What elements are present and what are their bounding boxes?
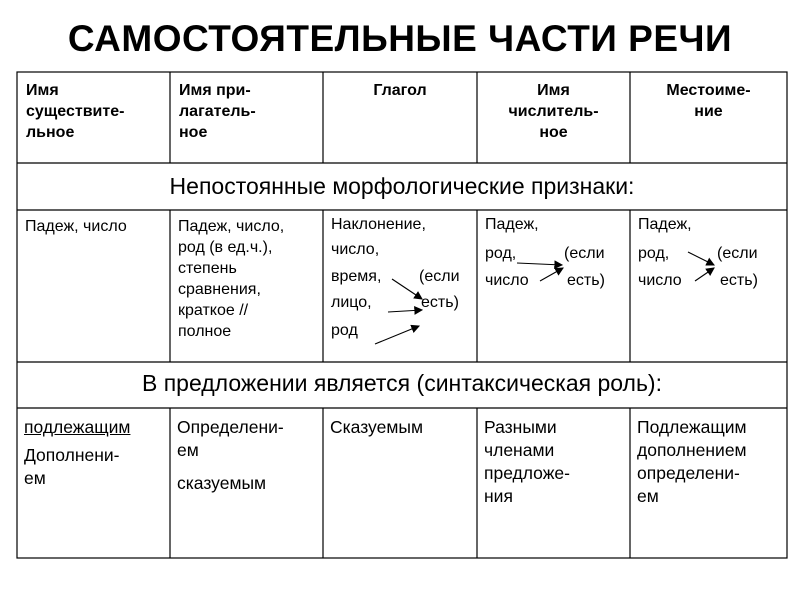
role-noun-object: Дополнени- ем — [24, 445, 120, 488]
pronoun-chislo: число — [638, 272, 682, 289]
section-syntax-title: В предложении является (синтаксическая роль): — [142, 370, 662, 396]
verb-rod: род — [331, 322, 358, 339]
role-adj-attribute: Определени- ем — [177, 417, 284, 460]
pronoun-rod: род, — [638, 245, 670, 262]
header-adjective: Имя при- лагатель- ное — [179, 82, 256, 141]
arrow-pron-rod — [688, 252, 714, 265]
numeral-esli: (если — [564, 245, 605, 262]
numeral-est: есть) — [567, 272, 605, 289]
pronoun-esli: (если — [717, 245, 758, 262]
role-verb: Сказуемым — [330, 417, 423, 437]
arrow-rod — [375, 326, 419, 344]
page-title: САМОСТОЯТЕЛЬНЫЕ ЧАСТИ РЕЧИ — [67, 18, 733, 59]
numeral-chislo: число — [485, 272, 529, 289]
numeral-padezh: Падеж, — [485, 216, 539, 233]
verb-chislo: число, — [331, 241, 380, 258]
arrow-litso — [388, 310, 422, 312]
section-morphology-title: Непостоянные морфологические признаки: — [169, 173, 635, 199]
verb-esli: (если — [419, 268, 460, 285]
arrow-pron-chislo — [695, 268, 714, 281]
header-pronoun: Местоиме- ние — [666, 82, 751, 120]
header-verb: Глагол — [373, 82, 427, 99]
role-adj-predicate: сказуемым — [177, 473, 267, 493]
header-numeral: Имя числитель- ное — [508, 82, 599, 141]
role-pronoun: Подлежащим дополнением определени- ем — [637, 417, 747, 506]
arrow-num-chislo — [540, 268, 563, 281]
arrow-vremya — [392, 279, 422, 299]
feature-adjective: Падеж, число, род (в ед.ч.), степень сравнения, краткое // полное — [178, 218, 285, 340]
arrow-num-rod — [517, 263, 562, 265]
pronoun-padezh: Падеж, — [638, 216, 692, 233]
verb-naklonenie: Наклонение, — [331, 216, 426, 233]
header-noun: Имя существите- льное — [26, 82, 125, 141]
feature-noun: Падеж, число — [25, 218, 127, 235]
role-numeral: Разными членами предложе- ния — [484, 417, 570, 506]
verb-litso: лицо, — [331, 294, 372, 311]
role-noun-subject: подлежащим — [24, 417, 131, 437]
numeral-rod: род, — [485, 245, 517, 262]
pronoun-est: есть) — [720, 272, 758, 289]
verb-est: есть) — [421, 294, 459, 311]
verb-vremya: время, — [331, 268, 382, 285]
